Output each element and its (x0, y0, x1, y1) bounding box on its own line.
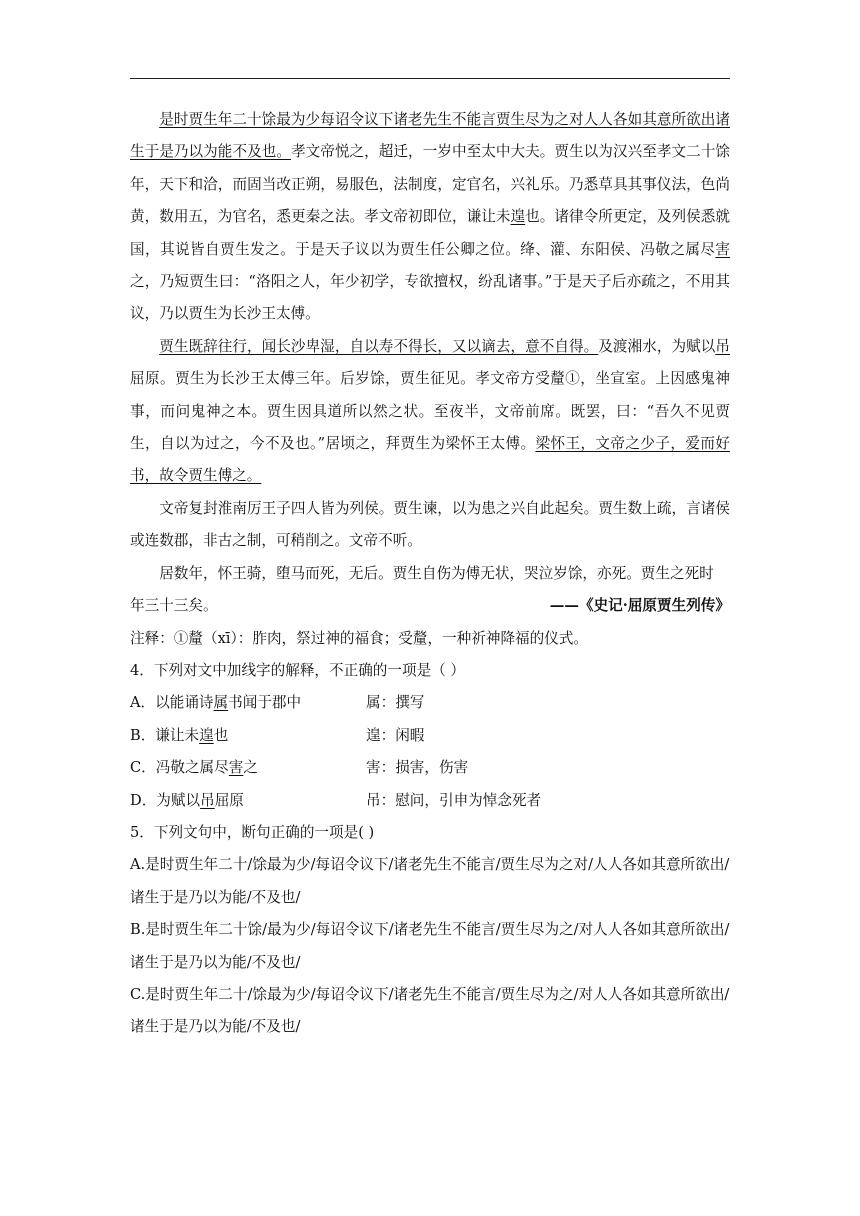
passage-ending-line (130, 590, 730, 622)
question-4-option-a (130, 687, 730, 719)
option-gloss: 属：撰写 (366, 694, 425, 712)
question-4-stem: 4．下列对文中加线字的解释，不正确的一项是（ ） (130, 661, 465, 679)
passage-text: 也。诸律令所更定，及列侯悉就国，其说皆自贾生发之。于是天子议以为贾生任公卿之位。绛、灌、东阳侯、冯敬之属尽 (130, 208, 730, 258)
passage-last-text: 年三十三矣。 (130, 597, 218, 615)
marked-character: 吊 (200, 791, 215, 809)
option-text: D．为赋以 (130, 791, 201, 809)
option-text: A．以能诵诗 (130, 694, 214, 712)
marked-character: 遑 (199, 726, 214, 744)
option-text: 也 (213, 726, 229, 744)
passage-text: 及渡湘水，为赋以 (598, 337, 716, 355)
option-text: 屈原 (214, 791, 244, 809)
underlined-sentence: 梁怀王，文帝之少子，爱而好书，故令贾生傅之。 (130, 435, 730, 485)
question-5-stem: 5．下列文句中，断句正确的一项是( ) (130, 823, 375, 841)
passage-paragraph-4: 居数年，怀王骑，堕马而死，无后。贾生自伤为傅无状，哭泣岁馀，亦死。贾生之死时 (159, 564, 714, 582)
question-4-option-c (130, 752, 730, 784)
marked-character: 属 (213, 694, 229, 712)
question-4-option-d (130, 785, 730, 817)
option-gloss: 吊：慰问，引申为悼念死者 (366, 791, 542, 809)
passage-text: 孝文帝悦之，超迁，一岁中至太中大夫。贾生以为汉兴至孝文二十馀年，天下和洽，而固当改正朔，易服色，法制度，定官名，兴礼乐。乃悉草具其事仪法，色尚黄，数用五，为官名，悉更秦之法。孝文帝初即位，谦让未 (130, 143, 730, 226)
passage-text: 之，乃短贾生曰：“洛阳之人，年少初学，专欲擅权，纷乱诸事。”于是天子后亦疏之，不用其议，乃以贾生为长沙王太傅。 (130, 273, 730, 323)
question-4-option-b (130, 720, 730, 752)
marked-character: 吊 (715, 337, 730, 355)
option-text: 书闻于郡中 (228, 694, 302, 712)
passage-paragraph-2 (130, 331, 730, 493)
source-citation: ——《史记·屈原贾生列传》 (549, 597, 730, 615)
option-text: B．谦让未 (130, 726, 200, 744)
document-page (130, 104, 730, 1044)
option-gloss: 害：损害，伤害 (366, 759, 469, 777)
underlined-sentence: 是时贾生年二十馀最为少每诏令议下诸老先生不能言贾生尽为之对人人各如其意所欲出诸生于是乃以为能不及也。 (130, 111, 730, 161)
option-text: C．冯敬之属尽 (130, 759, 229, 777)
header-rule (130, 78, 730, 79)
passage-paragraph-3: 文帝复封淮南厉王子四人皆为列侯。贾生谏，以为患之兴自此起矣。贾生数上疏，言诸侯或连数郡，非古之制，可稍削之。文帝不听。 (130, 499, 730, 550)
passage-text: 屈原。贾生为长沙王太傅三年。后岁馀，贾生征见。孝文帝方受釐①，坐宣室。上因感鬼神事，而问鬼神之本。贾生因具道所以然之状。至夜半，文帝前席。既罢，曰：“吾久不见贾生，自以为过之，今不及也。”居顷之，拜贾生为梁怀王太傅。 (130, 370, 730, 453)
question-5-option-c: C.是时贾生年二十/馀最为少/每诏令议下/诸老先生不能言/贾生尽为之/对人人各如其意所欲出/诸生于是乃以为能/不及也/ (130, 985, 730, 1036)
marked-character: 害 (228, 759, 244, 777)
marked-character: 遑 (510, 208, 526, 226)
marked-character: 害 (715, 240, 730, 258)
underlined-sentence: 贾生既辞往行，闻长沙卑湿，自以寿不得长，又以谪去，意不自得。 (159, 337, 599, 355)
annotation-note: 注释：①釐（xī）：胙肉，祭过神的福食；受釐，一种祈神降福的仪式。 (130, 629, 589, 647)
question-5-option-b: B.是时贾生年二十馀/最为少/每诏令议下/诸老先生不能言/贾生尽为之/对人人各如其意所欲出/诸生于是乃以为能/不及也/ (130, 921, 730, 971)
option-text: 之 (243, 759, 258, 777)
option-gloss: 遑：闲暇 (366, 726, 425, 744)
passage-paragraph-1 (130, 104, 730, 331)
question-5-option-a: A.是时贾生年二十/馀最为少/每诏令议下/诸老先生不能言/贾生尽为之对/人人各如其意所欲出/诸生于是乃以为能/不及也/ (130, 856, 730, 906)
